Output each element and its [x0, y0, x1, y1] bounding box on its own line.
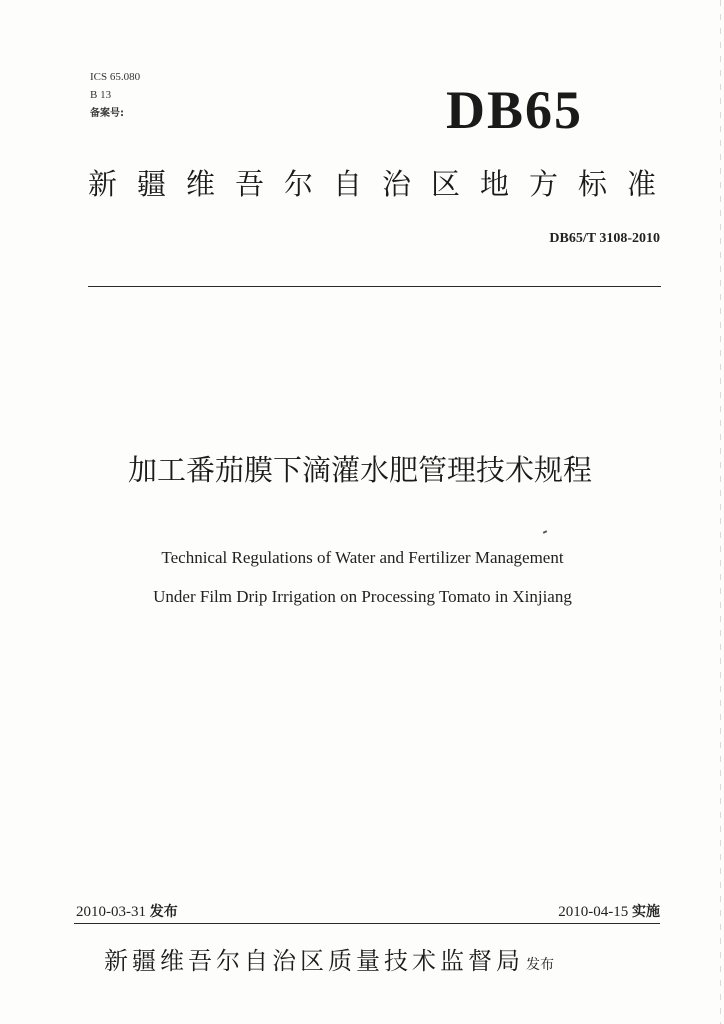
filing-number-label: 备案号:: [90, 108, 124, 119]
issuer-organization: 新疆维吾尔自治区质量技术监督局: [104, 947, 524, 975]
standard-type-heading: 新疆维吾尔自治区地方标准: [88, 167, 677, 201]
scan-speck: [543, 530, 547, 534]
document-title-english-line-1: Technical Regulations of Water and Fertilizer Management: [161, 548, 564, 567]
issue-date: 2010-03-31: [76, 904, 146, 920]
ccs-code: B 13: [90, 89, 112, 101]
issuer-label: 发布: [526, 957, 554, 973]
scan-edge-mark: [720, 0, 721, 1024]
implementation-date: 2010-04-15: [558, 904, 629, 920]
implementation-label: 实施: [632, 904, 660, 920]
issue-date-block: [76, 902, 178, 922]
bottom-divider: [74, 923, 660, 924]
document-title-chinese: 加工番茄膜下滴灌水肥管理技术规程: [127, 453, 592, 487]
document-title-english-line-2: Under Film Drip Irrigation on Processing Tomato in Xinjiang: [153, 587, 572, 606]
top-divider: [88, 286, 661, 287]
implementation-date-block: [490, 902, 660, 922]
db65-logo: DB65: [446, 80, 584, 140]
ics-code: ICS 65.080: [90, 71, 141, 83]
standard-number: DB65/T 3108-2010: [549, 231, 660, 246]
issuer-block: [104, 944, 644, 982]
issue-label: 发布: [149, 904, 178, 920]
